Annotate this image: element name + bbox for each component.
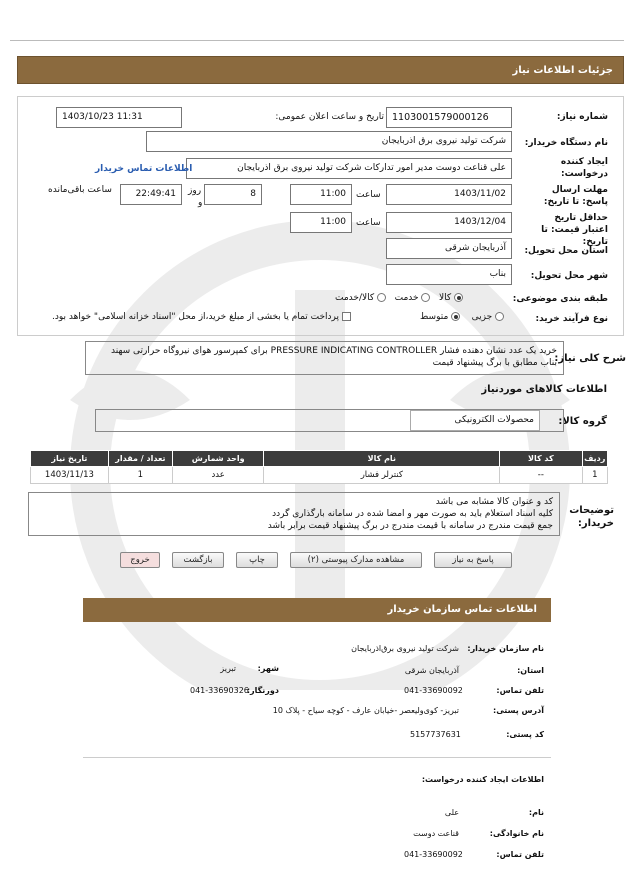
city-field: بناب <box>386 264 512 285</box>
announce-date-field: 1403/10/23 11:31 <box>56 107 182 128</box>
treasury-checkbox[interactable] <box>342 312 351 321</box>
first-name-label: نام: <box>528 808 544 817</box>
reply-button[interactable]: پاسخ به نیاز <box>434 552 512 568</box>
buyer-notes-box <box>28 492 560 536</box>
time-remaining-label: ساعت باقی‌مانده <box>48 185 112 195</box>
table-row <box>31 467 608 484</box>
creator-phone-label: تلفن تماس: <box>496 850 544 859</box>
process-type-label: نوع فرآیند خرید: <box>535 314 608 324</box>
creator-label: ایجاد کننده درخواست: <box>560 157 608 179</box>
need-number-label: شماره نیاز: <box>556 112 608 122</box>
zip-value: 5157737631 <box>410 730 461 739</box>
validity-label: حداقل تاریخ اعتبار قیمت: تا تاریخ: <box>541 213 608 247</box>
attachments-button[interactable]: مشاهده مدارک پیوستی (٢) <box>290 552 422 568</box>
col-row: ردیف <box>582 451 607 467</box>
summary-text: خرید یک عدد نشان دهنده فشار PRESSURE INDICATING CONTROLLER برای کمپرسور هوای نیروگاه حرارتی سهند بناب مطابق با برگ پیشنهاد قیمت <box>111 346 557 368</box>
city-label: شهر محل تحویل: <box>530 271 608 281</box>
treasury-payment-option[interactable]: پرداخت تمام یا بخشی از مبلغ خرید،از محل "اسناد خزانه اسلامی" خواهد بود. <box>52 312 351 322</box>
goods-group-label: گروه کالا: <box>558 416 607 427</box>
print-button[interactable]: چاپ <box>236 552 278 568</box>
creator-info-title: اطلاعات ایجاد کننده درخواست: <box>421 775 544 784</box>
contact-header <box>83 598 551 622</box>
col-code: کد کالا <box>500 451 582 467</box>
creator-field: علی قناعت دوست مدیر امور تدارکات شرکت تولید نیروی برق اذربایجان <box>186 158 512 179</box>
and-word: و <box>198 198 203 208</box>
contact-title: اطلاعات تماس سازمان خریدار <box>387 604 537 615</box>
fax-value: 041-33690326 <box>190 686 249 695</box>
creator-phone-value: 041-33690092 <box>404 850 463 859</box>
last-name-label: نام خانوادگی: <box>489 829 544 838</box>
city-info-value: تبریز <box>220 664 236 673</box>
address-label: آدرس پستی: <box>493 706 544 715</box>
address-value: تبریز- کوی‌ولیعصر -خیابان عارف - کوچه سیاح - پلاک 10 <box>272 706 459 715</box>
validity-date-field: 1403/12/04 <box>386 212 512 233</box>
col-date: تاریخ نیاز <box>31 451 109 467</box>
buyer-org-field: شرکت تولید نیروی برق اذربایجان <box>146 131 512 152</box>
col-unit: واحد شمارش <box>172 451 264 467</box>
announce-date-label: تاریخ و ساعت اعلان عمومی: <box>275 112 384 122</box>
deadline-time-field: 11:00 <box>290 184 352 205</box>
deadline-date-field: 1403/11/02 <box>386 184 512 205</box>
buyer-notes-label: توضیحات خریدار: <box>569 505 614 529</box>
back-button[interactable]: بازگشت <box>172 552 224 568</box>
cell-unit: عدد <box>172 467 264 484</box>
org-value: شرکت تولید نیروی برق‌اذربایجان <box>351 644 459 653</box>
note-line: کد و عنوان کالا مشابه می باشد <box>435 497 553 507</box>
process-type-radio-group[interactable]: جزیی متوسط <box>420 312 504 322</box>
deadline-time-label: ساعت <box>356 190 381 200</box>
fax-label: دورنگار: <box>246 686 279 695</box>
days-remaining-field: 8 <box>204 184 262 205</box>
note-line: جمع قیمت مندرج در سامانه با قیمت مندرج در برگ پیشنهاد قیمت برابر باشد <box>267 521 553 531</box>
exit-button[interactable]: خروج <box>120 552 160 568</box>
col-name: نام کالا <box>264 451 500 467</box>
deadline-label: مهلت ارسال پاسخ: تا تاریخ: <box>543 185 608 207</box>
cell-date: 1403/11/13 <box>31 467 109 484</box>
city-info-label: شهر: <box>257 664 279 673</box>
phone-value: 041-33690092 <box>404 686 463 695</box>
province-field: آذربایجان شرقی <box>386 238 512 259</box>
goods-group-field: محصولات الکترونیکی <box>410 410 540 431</box>
cell-row: 1 <box>582 467 607 484</box>
goods-table <box>30 450 608 484</box>
category-label: طبقه بندی موضوعی: <box>512 294 608 304</box>
page-title: جزئیات اطلاعات نیاز <box>512 65 613 76</box>
note-line: کلیه اسناد استعلام باید به صورت مهر و امضا شده در سامانه بارگذاری گردد <box>272 509 553 519</box>
buyer-org-label: نام دستگاه خریدار: <box>524 138 608 148</box>
page-header <box>17 56 624 84</box>
need-number-field: 1103001579000126 <box>386 107 512 128</box>
buyer-contact-link[interactable]: اطلاعات تماس خریدار <box>95 164 193 174</box>
validity-time-label: ساعت <box>356 218 381 228</box>
phone-label: تلفن تماس: <box>496 686 544 695</box>
summary-label: شرح کلی نیاز: <box>554 353 626 364</box>
last-name-value: قناعت دوست <box>413 829 459 838</box>
top-separator <box>10 40 624 41</box>
validity-time-field: 11:00 <box>290 212 352 233</box>
goods-section-title: اطلاعات کالاهای موردنیاز <box>481 384 607 395</box>
goods-table-header <box>31 451 608 467</box>
cell-code: -- <box>500 467 582 484</box>
radio-goods[interactable] <box>454 293 463 302</box>
radio-goods-service[interactable] <box>377 293 386 302</box>
col-qty: تعداد / مقدار <box>108 451 172 467</box>
cell-name: کنترلر فشار <box>264 467 500 484</box>
first-name-value: علی <box>444 808 459 817</box>
zip-label: کد پستی: <box>506 730 544 739</box>
summary-frame <box>85 341 564 375</box>
day-word: روز <box>188 186 202 196</box>
radio-minor[interactable] <box>495 312 504 321</box>
contact-divider <box>83 757 551 758</box>
radio-service[interactable] <box>421 293 430 302</box>
category-radio-group[interactable]: کالا خدمت کالا/خدمت <box>335 293 463 303</box>
province-label: استان محل تحویل: <box>524 246 608 256</box>
province-info-label: استان: <box>517 666 544 675</box>
org-label: نام سازمان خریدار: <box>467 644 544 653</box>
cell-qty: 1 <box>108 467 172 484</box>
radio-medium[interactable] <box>451 312 460 321</box>
province-info-value: آذربایجان شرقی <box>404 666 459 675</box>
time-remaining-field: 22:49:41 <box>120 184 182 205</box>
